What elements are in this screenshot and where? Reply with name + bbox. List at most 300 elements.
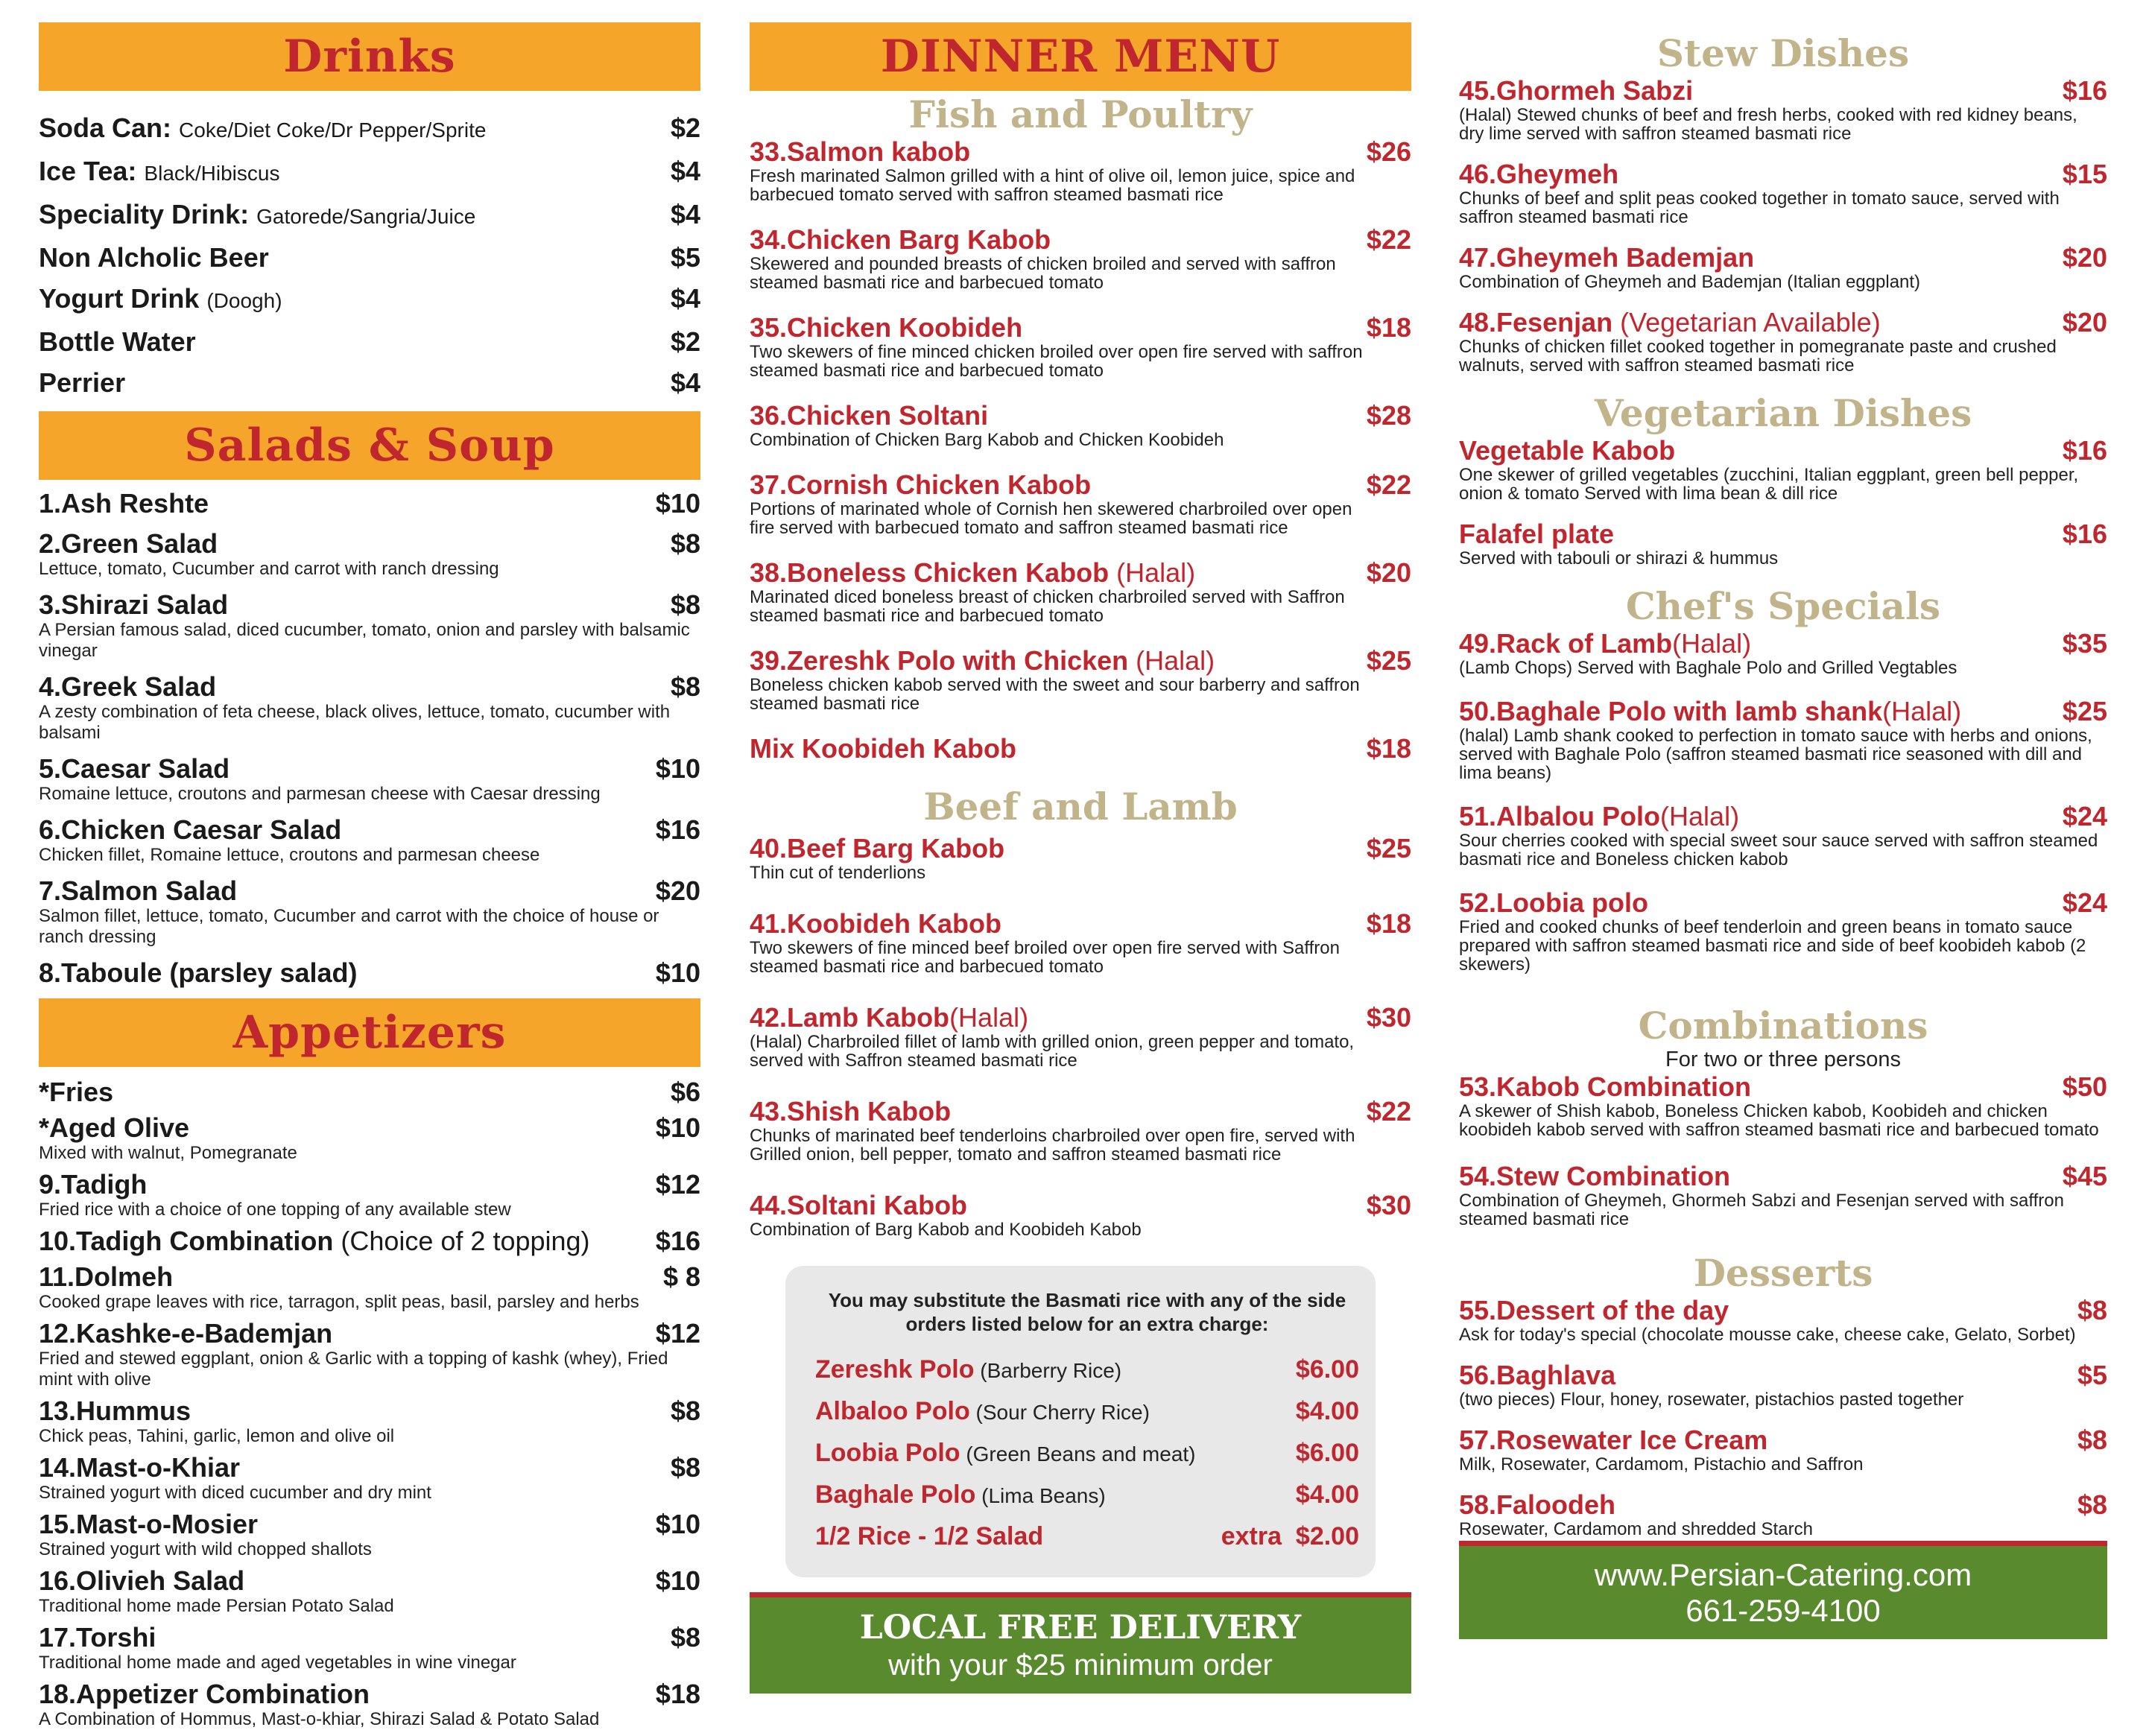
appetizer-item-row [39, 1510, 700, 1539]
dessert-item-row [1459, 1360, 2107, 1390]
chefs-item-name [1459, 629, 1751, 659]
appetizer-item-name [39, 1226, 590, 1256]
substitute-title: Albaloo Polo [815, 1397, 970, 1425]
drink-title: Soda Can: [39, 113, 172, 143]
stew-item [1459, 76, 2107, 143]
salad-item-title: 6.Chicken Caesar Salad [39, 814, 342, 845]
combo-item-name [1459, 1072, 1751, 1102]
substitute-note: (Barberry Rice) [974, 1359, 1122, 1382]
fish-item-price: $26 [1366, 136, 1411, 167]
substitute-name [815, 1516, 1043, 1556]
drink-title: Perrier [39, 367, 126, 398]
substitute-price: $4.00 [1295, 1480, 1359, 1509]
dessert-item-price: $8 [2077, 1489, 2107, 1520]
fish-item-price: $18 [1366, 733, 1411, 764]
salad-item-name [39, 529, 218, 559]
appetizer-item-note: (Choice of 2 topping) [333, 1226, 590, 1256]
fish-item-title: 33.Salmon kabob [750, 136, 971, 167]
appetizer-item-name [39, 1623, 156, 1653]
drink-name [39, 200, 475, 232]
salad-item-name [39, 815, 341, 845]
drink-row [39, 113, 700, 145]
combinations-heading: Combinations [1638, 1004, 1928, 1048]
appetizer-item [39, 1113, 700, 1164]
fish-item-description: Boneless chicken kabob served with the sweet and sour barberry and saffron steamed basmati rice [750, 675, 1360, 714]
stew-item-description: Combination of Gheymeh and Bademjan (Italian eggplant) [1459, 272, 1921, 292]
appetizer-item [39, 1510, 700, 1560]
chefs-item-note: (Halal) [1882, 696, 1962, 726]
fish-item-name [750, 313, 1022, 343]
substitute-title: Loobia Polo [815, 1439, 960, 1467]
fish-item-description: Portions of marinated whole of Cornish hen skewered charbroiled over open fire served with barbecued tomato and saffron steamed basmati rice [750, 499, 1352, 538]
appetizer-item-price: $10 [655, 1509, 700, 1539]
appetizer-item-title: 16.Olivieh Salad [39, 1565, 245, 1596]
chefs-item [1459, 802, 2107, 869]
fish-item-description: Fresh marinated Salmon grilled with a hint of olive oil, lemon juice, spice and barbecued tomato served with saffron steamed basmati rice [750, 166, 1355, 205]
salad-item-description: Romaine lettuce, croutons and parmesan cheese with Caesar dressing [39, 784, 601, 804]
chefs-item-title: 49.Rack of Lamb [1459, 628, 1673, 659]
drinks-banner [39, 22, 700, 91]
beef-item-price: $25 [1366, 833, 1411, 864]
chefs-item-name [1459, 802, 1739, 831]
combo-item-title: 54.Stew Combination [1459, 1161, 1731, 1191]
salad-item-title: 7.Salmon Salad [39, 875, 238, 906]
appetizer-item-description: Fried rice with a choice of one topping of any available stew [39, 1200, 511, 1220]
substitute-box [785, 1266, 1376, 1577]
appetizer-item-description: Strained yogurt with diced cucumber and dry mint [39, 1483, 431, 1503]
appetizer-item-description: Mixed with walnut, Pomegranate [39, 1143, 297, 1163]
salad-item-price: $20 [655, 875, 700, 906]
chefs-item [1459, 697, 2107, 782]
chefs-item-title: 50.Baghale Polo with lamb shank [1459, 696, 1883, 726]
appetizer-item-description: Traditional home made Persian Potato Salad [39, 1596, 394, 1616]
drink-item [39, 368, 700, 398]
desserts-list [1459, 1296, 2107, 1539]
drink-name [39, 368, 125, 398]
appetizers-banner [39, 998, 700, 1067]
delivery-line2: with your $25 minimum order [888, 1648, 1273, 1682]
drink-name [39, 156, 279, 189]
appetizer-item-price: $8 [670, 1396, 700, 1426]
beef-item-row [750, 1097, 1411, 1127]
salad-item-row [39, 590, 700, 620]
salad-item-price: $10 [655, 488, 700, 519]
vegetarian-item-description: Served with tabouli or shirazi & hummus [1459, 548, 1779, 568]
appetizer-item-price: $12 [655, 1318, 700, 1349]
salad-item-row [39, 815, 700, 845]
beef-item-price: $30 [1366, 1002, 1411, 1033]
stew-item-description: Chunks of beef and split peas cooked together in tomato sauce, served with saffron steamed basmati rice [1459, 189, 2060, 227]
salad-item-description: A Persian famous salad, diced cucumber, tomato, onion and parsley with balsamic vinegar [39, 620, 690, 661]
appetizer-item-title: *Aged Olive [39, 1112, 190, 1143]
drink-item [39, 284, 700, 316]
drink-detail: Coke/Diet Coke/Dr Pepper/Sprite [179, 118, 487, 142]
appetizer-item-description: Traditional home made and aged vegetables in wine vinegar [39, 1653, 516, 1673]
stew-item-name [1459, 159, 1618, 189]
substitute-price: $6.00 [1295, 1439, 1359, 1467]
dessert-item-name [1459, 1425, 1767, 1455]
fish-item [750, 401, 1411, 449]
salad-item [39, 754, 700, 805]
appetizer-item-price: $ 8 [662, 1261, 700, 1292]
fish-item-name [750, 225, 1051, 255]
drink-item [39, 200, 700, 232]
chefs-item-price: $35 [2062, 628, 2107, 659]
stew-list [1459, 76, 2107, 375]
stew-item-row [1459, 243, 2107, 273]
drink-title: Ice Tea: [39, 156, 137, 186]
drink-item [39, 113, 700, 145]
substitute-note: (Lima Beans) [975, 1484, 1106, 1507]
drink-price: $4 [670, 283, 700, 314]
dinner-banner [750, 22, 1411, 91]
salad-item-name [39, 489, 209, 519]
chefs-item-note: (Halal) [1660, 801, 1740, 831]
substitute-price: extra $2.00 [1221, 1522, 1359, 1550]
appetizer-item-row [39, 1566, 700, 1596]
stew-item-title: 45.Ghormeh Sabzi [1459, 75, 1694, 106]
website-text: www.Persian-Catering.com [1594, 1556, 1972, 1592]
appetizer-item-row [39, 1396, 700, 1426]
fish-item-description: Combination of Chicken Barg Kabob and Chicken Koobideh [750, 430, 1224, 450]
substitute-title: Zereshk Polo [815, 1355, 975, 1384]
chefs-item-price: $24 [2062, 801, 2107, 831]
beef-item [750, 1097, 1411, 1164]
drink-detail: Black/Hibiscus [144, 162, 280, 185]
delivery-banner [750, 1592, 1411, 1694]
salad-item [39, 590, 700, 662]
dessert-item-price: $8 [2077, 1425, 2107, 1455]
drink-price: $2 [670, 113, 700, 143]
chefs-item-note: (Halal) [1672, 628, 1752, 659]
fish-item-name [750, 137, 970, 167]
fish-item-row [750, 401, 1411, 431]
drink-name [39, 243, 269, 273]
vegetarian-item-name [1459, 519, 1614, 549]
salad-item-description: Chicken fillet, Romaine lettuce, croutons and parmesan cheese [39, 845, 540, 865]
dessert-item-price: $5 [2077, 1360, 2107, 1390]
beef-item [750, 834, 1411, 882]
chefs-item-row [1459, 888, 2107, 918]
combo-item-row [1459, 1072, 2107, 1102]
salad-item [39, 672, 700, 744]
beef-item-description: Two skewers of fine minced beef broiled over open fire served with Saffron steamed basmati rice and barbecued tomato [750, 938, 1340, 977]
beef-item-title: 42.Lamb Kabob [750, 1002, 950, 1033]
appetizer-item [39, 1623, 700, 1673]
salad-item-price: $8 [670, 671, 700, 702]
dessert-item-row [1459, 1296, 2107, 1325]
beef-item-title: 40.Beef Barg Kabob [750, 833, 1005, 864]
dessert-item-description: (two pieces) Flour, honey, rosewater, pistachios pasted together [1459, 1390, 1964, 1410]
right-column [1459, 22, 2107, 1628]
beef-item-name [750, 834, 1004, 864]
stew-item-title: 46.Gheymeh [1459, 159, 1619, 189]
drink-row [39, 368, 700, 398]
dessert-item-title: 57.Rosewater Ice Cream [1459, 1425, 1768, 1455]
dessert-item [1459, 1360, 2107, 1409]
stew-item-name [1459, 308, 1881, 338]
appetizer-item [39, 1679, 700, 1730]
delivery-line1: LOCAL FREE DELIVERY [859, 1608, 1302, 1647]
beef-item [750, 909, 1411, 976]
appetizer-item [39, 1226, 700, 1256]
fish-item [750, 558, 1411, 625]
fish-item [750, 470, 1411, 537]
fish-item-title: 39.Zereshk Polo with Chicken [750, 645, 1129, 676]
substitute-list [815, 1349, 1359, 1556]
salad-item-row [39, 672, 700, 702]
fish-item [750, 225, 1411, 292]
appetizer-item-price: $10 [655, 1565, 700, 1596]
drink-row [39, 156, 700, 189]
beef-item-name [750, 1191, 967, 1220]
fish-item-name [750, 470, 1091, 500]
fish-item-row [750, 470, 1411, 500]
salad-item-title: 3.Shirazi Salad [39, 589, 229, 620]
appetizer-item-description: Chick peas, Tahini, garlic, lemon and olive oil [39, 1426, 395, 1446]
appetizer-item-price: $16 [655, 1226, 700, 1256]
beef-heading: Beef and Lamb [923, 785, 1238, 829]
stew-item-row [1459, 159, 2107, 189]
salad-item-row [39, 876, 700, 906]
vegetarian-heading: Vegetarian Dishes [1594, 391, 1972, 435]
appetizers-list [39, 1077, 700, 1730]
substitute-name [815, 1433, 1196, 1474]
appetizer-item-title: 18.Appetizer Combination [39, 1679, 370, 1709]
beef-item-price: $30 [1366, 1190, 1411, 1220]
beef-item-description: Thin cut of tenderlions [750, 863, 926, 883]
dessert-item-row [1459, 1490, 2107, 1520]
fish-item-row [750, 225, 1411, 255]
appetizer-item [39, 1453, 700, 1504]
appetizer-item-name [39, 1077, 113, 1107]
chefs-list [1459, 629, 2107, 974]
appetizer-item-row [39, 1623, 700, 1653]
substitute-price: $4.00 [1295, 1397, 1359, 1425]
appetizer-item-row [39, 1113, 700, 1143]
substitute-row [815, 1474, 1359, 1516]
beef-item-note: (Halal) [949, 1002, 1029, 1033]
fish-item-description: Two skewers of fine minced chicken broiled over open fire served with saffron steamed basmati rice and barbecued tomato [750, 342, 1363, 381]
stew-item [1459, 243, 2107, 291]
appetizer-item-name [39, 1170, 147, 1200]
stew-item-description: (Halal) Stewed chunks of beef and fresh herbs, cooked with red kidney beans, dry lime served with saffron steamed basmati rice [1459, 105, 2077, 144]
appetizer-item-name [39, 1113, 189, 1143]
salad-item-title: 2.Green Salad [39, 528, 218, 559]
fish-item-description: Skewered and pounded breasts of chicken broiled and served with saffron steamed basmati rice and barbecued tomato [750, 254, 1336, 293]
drink-price: $2 [670, 326, 700, 357]
salad-item-title: 1.Ash Reshte [39, 488, 209, 519]
beef-item [750, 1191, 1411, 1239]
salad-item-price: $8 [670, 589, 700, 620]
vegetarian-item [1459, 519, 2107, 568]
fish-item-price: $18 [1366, 312, 1411, 343]
salad-item-row [39, 529, 700, 559]
fish-item-row [750, 137, 1411, 167]
salad-item-price: $10 [655, 753, 700, 784]
appetizer-item-description: Cooked grape leaves with rice, tarragon, split peas, basil, parsley and herbs [39, 1292, 639, 1312]
left-column [39, 22, 700, 1736]
dessert-item-name [1459, 1296, 1729, 1325]
vegetarian-item-title: Falafel plate [1459, 519, 1615, 549]
combo-item [1459, 1162, 2107, 1229]
drink-title: Non Alcholic Beer [39, 242, 269, 273]
salad-item-price: $8 [670, 528, 700, 559]
salad-item [39, 529, 700, 580]
stew-item-name [1459, 243, 1754, 273]
combo-item-description: Combination of Gheymeh, Ghormeh Sabzi and Fesenjan served with saffron steamed basmati rice [1459, 1191, 2064, 1229]
stew-item-price: $20 [2062, 307, 2107, 338]
beef-item-title: 43.Shish Kabob [750, 1096, 952, 1127]
vegetarian-item-row [1459, 436, 2107, 466]
drink-detail: Gatorede/Sangria/Juice [256, 205, 476, 228]
chefs-item-description: Sour cherries cooked with special sweet sour sauce served with saffron steamed basmati rice and Boneless chicken kabob [1459, 831, 2098, 869]
vegetarian-item-row [1459, 519, 2107, 549]
fish-item-name [750, 646, 1215, 676]
appetizer-item-name [39, 1396, 191, 1426]
combo-item [1459, 1072, 2107, 1139]
beef-item-description: (Halal) Charbroiled fillet of lamb with grilled onion, green pepper and tomato, served with Saffron steamed basmati rice [750, 1032, 1355, 1071]
combo-item-description: A skewer of Shish kabob, Boneless Chicken kabob, Koobideh and chicken koobideh kabob served with saffron steamed basmati rice and barbecued tomato [1459, 1101, 2099, 1140]
drink-detail: (Doogh) [206, 289, 282, 312]
vegetarian-item-description: One skewer of grilled vegetables (zucchini, Italian eggplant, green bell pepper, onion & tomato Served with lima bean & dill rice [1459, 465, 2079, 504]
salad-item-price: $16 [655, 814, 700, 845]
salad-item-title: 8.Taboule (parsley salad) [39, 957, 358, 988]
drink-name [39, 327, 196, 357]
dessert-item [1459, 1490, 2107, 1539]
appetizer-item-title: 9.Tadigh [39, 1169, 148, 1200]
appetizer-item [39, 1077, 700, 1107]
combo-item-title: 53.Kabob Combination [1459, 1071, 1752, 1102]
salads-banner [39, 411, 700, 480]
appetizer-item-description: Strained yogurt with wild chopped shallots [39, 1539, 372, 1559]
chefs-item [1459, 629, 2107, 677]
appetizer-item-name [39, 1510, 258, 1539]
dessert-item [1459, 1296, 2107, 1344]
beef-item-title: 41.Koobideh Kabob [750, 908, 1002, 939]
drinks-heading: Drinks [283, 31, 456, 83]
appetizer-item-price: $12 [655, 1169, 700, 1200]
stew-item-description: Chunks of chicken fillet cooked together in pomegranate paste and crushed walnuts, served with saffron steamed basmati rice [1459, 337, 2057, 376]
beef-item-row [750, 909, 1411, 939]
salad-item [39, 876, 700, 948]
beef-item-price: $18 [1366, 908, 1411, 939]
salads-list [39, 489, 700, 988]
salad-item [39, 489, 700, 519]
drink-name [39, 113, 486, 145]
contact-banner [1459, 1541, 2107, 1639]
beef-item-title: 44.Soltani Kabob [750, 1190, 968, 1220]
dessert-item-title: 55.Dessert of the day [1459, 1295, 1729, 1325]
chefs-item-title: 51.Albalou Polo [1459, 801, 1661, 831]
dessert-item-description: Milk, Rosewater, Cardamom, Pistachio and Saffron [1459, 1454, 1864, 1474]
beef-item-name [750, 1003, 1028, 1033]
appetizer-item [39, 1319, 700, 1390]
desserts-heading: Desserts [1693, 1251, 1873, 1295]
stew-item [1459, 308, 2107, 375]
chefs-heading: Chef's Specials [1625, 584, 1941, 628]
combo-item-row [1459, 1162, 2107, 1191]
beef-item-description: Chunks of marinated beef tenderloins charbroiled over open fire, served with Grilled onion, bell pepper, tomato and saffron steamed basmati rice [750, 1126, 1355, 1165]
salad-item-name [39, 876, 237, 906]
dessert-item-row [1459, 1425, 2107, 1455]
appetizer-item-title: 10.Tadigh Combination [39, 1226, 334, 1256]
appetizer-item-name [39, 1679, 370, 1709]
appetizer-item-row [39, 1319, 700, 1349]
appetizer-item-name [39, 1262, 173, 1292]
beef-item-row [750, 1003, 1411, 1033]
drink-row [39, 284, 700, 316]
drinks-list [39, 113, 700, 398]
fish-heading: Fish and Poultry [908, 92, 1253, 136]
beef-item-price: $22 [1366, 1096, 1411, 1127]
substitute-title: Baghale Polo [815, 1480, 976, 1509]
fish-item [750, 137, 1411, 204]
fish-item-name [750, 401, 988, 431]
vegetarian-item-title: Vegetable Kabob [1459, 435, 1676, 466]
combinations-note: For two or three persons [1665, 1048, 1901, 1071]
stew-item-row [1459, 76, 2107, 106]
chefs-item-description: (Lamb Chops) Served with Baghale Polo and Grilled Vegtables [1459, 658, 1957, 678]
fish-item-price: $25 [1366, 645, 1411, 676]
appetizer-item-title: 11.Dolmeh [39, 1261, 174, 1292]
salad-item-title: 5.Caesar Salad [39, 753, 230, 784]
drink-title: Bottle Water [39, 326, 196, 357]
substitute-name [815, 1349, 1121, 1391]
appetizer-item [39, 1566, 700, 1617]
chefs-item-row [1459, 802, 2107, 831]
fish-item [750, 313, 1411, 380]
appetizer-item-description: Fried and stewed eggplant, onion & Garlic with a topping of kashk (whey), Fried mint with olive [39, 1349, 668, 1390]
appetizer-item-price: $8 [670, 1622, 700, 1653]
substitute-note: (Green Beans and meat) [960, 1442, 1196, 1466]
dessert-item-title: 56.Baghlava [1459, 1360, 1616, 1390]
chefs-item-row [1459, 629, 2107, 659]
stew-item [1459, 159, 2107, 226]
appetizer-item-title: 14.Mast-o-Khiar [39, 1452, 241, 1483]
salad-item-row [39, 489, 700, 519]
salad-item-name [39, 958, 357, 988]
stew-item-title: 48.Fesenjan [1459, 307, 1613, 338]
fish-item-price: $28 [1366, 400, 1411, 431]
salad-item-description: A zesty combination of feta cheese, black olives, lettuce, tomato, cucumber with balsami [39, 702, 671, 743]
chefs-item-price: $25 [2062, 696, 2107, 726]
appetizer-item-name [39, 1319, 332, 1349]
appetizer-item-row [39, 1679, 700, 1709]
salads-heading: Salads & Soup [184, 419, 555, 472]
salad-item-name [39, 590, 228, 620]
salad-item-description: Lettuce, tomato, Cucumber and carrot with ranch dressing [39, 559, 499, 579]
chefs-item-row [1459, 697, 2107, 726]
appetizer-item-price: $18 [655, 1679, 700, 1709]
appetizer-item [39, 1396, 700, 1447]
beef-item-name [750, 909, 1001, 939]
fish-item-name [750, 558, 1195, 588]
substitute-name [815, 1391, 1150, 1433]
stew-item-name [1459, 76, 1693, 106]
salad-item-price: $10 [655, 957, 700, 988]
vegetarian-item-price: $16 [2062, 435, 2107, 466]
fish-item-row [750, 646, 1411, 676]
salad-item-row [39, 754, 700, 784]
chefs-item-title: 52.Loobia polo [1459, 887, 1649, 918]
substitute-title: You may substitute the Basmati rice with any of the side orders listed below for an extra charge: [828, 1289, 1346, 1335]
combo-item-price: $45 [2062, 1161, 2107, 1191]
substitute-row [815, 1516, 1359, 1556]
appetizer-item-name [39, 1453, 240, 1483]
phone-text: 661-259-4100 [1686, 1592, 1881, 1628]
fish-item-note: (Halal) [1109, 557, 1196, 588]
